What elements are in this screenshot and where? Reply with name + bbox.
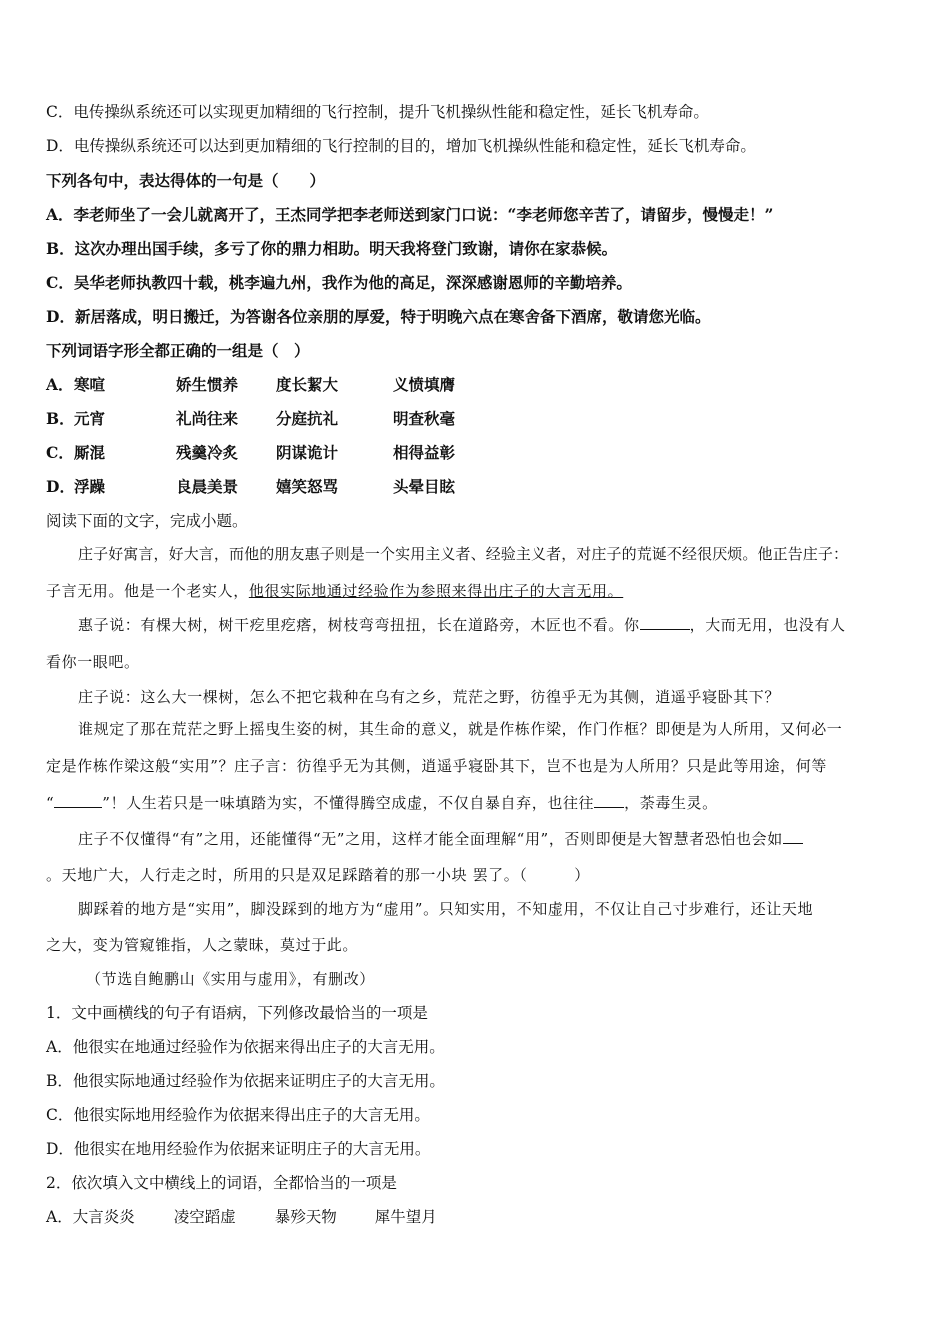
word-cell: 相得益彰 — [393, 443, 456, 462]
passage-line: 之大，变为管窥锥指，人之蒙昧，莫过于此。 — [46, 936, 359, 954]
passage-line: 看你一眼吧。 — [46, 653, 140, 671]
word-cell: 浮躁 — [74, 477, 106, 496]
option-word: 犀牛望月 — [374, 1208, 437, 1226]
reading-intro: 阅读下面的文字，完成小题。 — [46, 512, 248, 530]
passage-text: 庄子不仅懂得“有”之用，还能懂得“无”之用，这样才能全面理解“用”，否则即便是大智慧者恐怕也会如 — [78, 830, 783, 848]
word-row-label: B． — [46, 409, 75, 428]
passage-text: ”！人生若只是一味填踏为实，不懂得腾空成虚，不仅自暴自弃，也往往 — [102, 794, 595, 812]
word-row-label: D． — [46, 477, 75, 496]
passage-line — [46, 792, 718, 814]
passage-text: 惠子说：有棵大树，树干疙里疙瘩，树枝弯弯扭扭，长在道路旁，木匠也不看。你 — [78, 616, 640, 634]
word-cell: 嬉笑怒骂 — [276, 477, 339, 496]
sub-question-1-option-c: C．他很实际地用经验作为依据来得出庄子的大言无用。 — [46, 1106, 430, 1124]
fill-blank — [640, 615, 690, 630]
underlined-sentence: 他很实际地通过经验作为参照来得出庄子的大言无用。 — [248, 582, 624, 600]
fill-blank — [783, 829, 803, 844]
word-cell: 娇生惯养 — [176, 375, 239, 394]
word-cell: 元宵 — [74, 409, 106, 428]
passage-line: 谁规定了那在荒茫之野上摇曳生姿的树，其生命的意义，就是作栋作梁，作门作框？即便是为人所用，又何必一 — [78, 720, 843, 738]
question-decent-option-d: D．新居落成，明日搬迁，为答谢各位亲朋的厚爱，特于明晚六点在寒舍备下酒席，敬请您光临。 — [46, 307, 711, 326]
word-cell: 残羹冷炙 — [176, 443, 239, 462]
question-decent-option-a: A．李老师坐了一会儿就离开了，王杰同学把李老师送到家门口说：“李老师您辛苦了，请留步，慢慢走！” — [46, 205, 774, 224]
passage-line: 脚踩着的地方是“实用”，脚没踩到的地方为“虚用”。只知实用，不知虚用，不仅让自己寸步难行，还让天地 — [78, 900, 814, 918]
word-cell: 良晨美景 — [176, 477, 239, 496]
question-words-stem: 下列词语字形全都正确的一组是（ ） — [46, 341, 310, 360]
sub-question-2-option-a — [46, 1206, 437, 1228]
word-row-label: A． — [46, 375, 74, 394]
option-word: 大言炎炎 — [72, 1208, 135, 1226]
passage-line: 庄子好寓言，好大言，而他的朋友惠子则是一个实用主义者、经验主义者，对庄子的荒诞不经很厌烦。他正告庄子： — [78, 545, 849, 563]
passage-text: ，大而无用，也没有人 — [689, 616, 846, 634]
word-cell: 厮混 — [74, 443, 106, 462]
passage-text: ，荼毒生灵。 — [624, 794, 718, 812]
passage-line: 。天地广大，人行走之时，所用的只是双足踩踏着的那一小块 罢了。（ ） — [46, 866, 590, 884]
sub-question-1-stem: 1．文中画横线的句子有语病，下列修改最恰当的一项是 — [46, 1004, 428, 1022]
passage-source: （节选自鲍鹏山《实用与虚用》，有删改） — [86, 970, 375, 988]
fill-blank — [594, 793, 624, 808]
sub-question-1-option-d: D．他很实在地用经验作为依据来证明庄子的大言无用。 — [46, 1140, 431, 1158]
question-decent-stem: 下列各句中，表达得体的一句是（ ） — [46, 171, 326, 190]
passage-text: “ — [46, 794, 55, 812]
passage-line: 庄子说：这么大一棵树，怎么不把它栽种在乌有之乡，荒茫之野，彷徨乎无为其侧，逍遥乎寝卧其下？ — [78, 688, 781, 706]
option-label: A． — [46, 1208, 73, 1226]
sub-question-2-stem: 2．依次填入文中横线上的词语，全都恰当的一项是 — [46, 1174, 397, 1192]
passage-line — [46, 580, 623, 602]
question-decent-option-b: B．这次办理出国手续，多亏了你的鼎力相助。明天我将登门致谢，请你在家恭候。 — [46, 239, 618, 258]
passage-line — [78, 614, 846, 636]
word-cell: 寒喧 — [74, 375, 106, 394]
word-cell: 礼尚往来 — [176, 409, 239, 428]
word-cell: 头晕目眩 — [393, 477, 456, 496]
prev-option-c: C．电传操纵系统还可以实现更加精细的飞行控制，提升飞机操纵性能和稳定性，延长飞机寿命。 — [46, 103, 709, 121]
passage-text: 子言无用。他是一个老实人， — [46, 582, 249, 600]
word-cell: 阴谋诡计 — [276, 443, 339, 462]
word-row-label: C． — [46, 443, 74, 462]
word-cell: 明查秋毫 — [393, 409, 456, 428]
word-cell: 度长絜大 — [276, 375, 339, 394]
sub-question-1-option-b: B．他很实际地通过经验作为依据来证明庄子的大言无用。 — [46, 1072, 445, 1090]
passage-line — [78, 828, 803, 850]
passage-line: 定是作栋作梁这般“实用”？庄子言：彷徨乎无为其侧，逍遥乎寝卧其下，岂不也是为人所用？只是此等用途，何等 — [46, 757, 827, 775]
option-word: 凌空蹈虚 — [173, 1208, 236, 1226]
sub-question-1-option-a: A．他很实在地通过经验作为依据来得出庄子的大言无用。 — [46, 1038, 445, 1056]
word-cell: 义愤填膺 — [393, 375, 456, 394]
fill-blank — [54, 793, 102, 808]
word-cell: 分庭抗礼 — [276, 409, 339, 428]
option-word: 暴殄天物 — [274, 1208, 337, 1226]
question-decent-option-c: C．吴华老师执教四十载，桃李遍九州，我作为他的高足，深深感谢恩师的辛勤培养。 — [46, 273, 632, 292]
prev-option-d: D．电传操纵系统还可以达到更加精细的飞行控制的目的，增加飞机操纵性能和稳定性，延长飞机寿命。 — [46, 137, 756, 155]
